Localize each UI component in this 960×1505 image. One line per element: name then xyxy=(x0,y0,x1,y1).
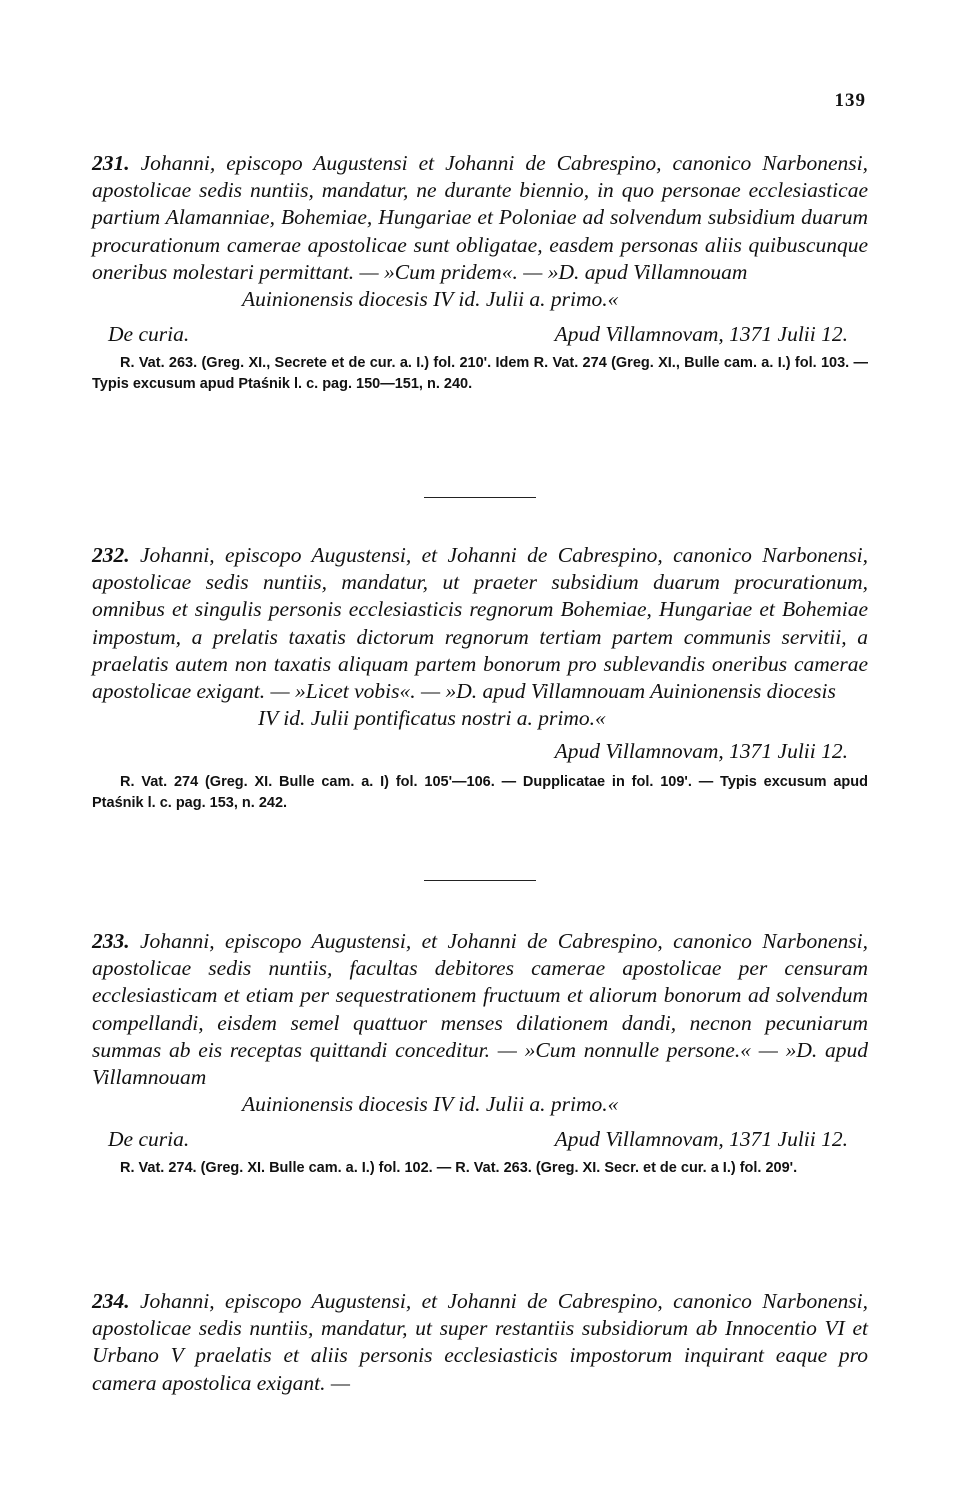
entry-body: Johanni, episcopo Augustensi, et Johanni de Cabrespino, canonico Narbonensi, apostolicae sedis nuntiis, mandatur, ut praeter subsidium duarum procurationum, omnibus et singulis personis ecclesiasticis regnorum Bohemiae, Hungariae et Bohemiae impostum, a prelatis taxatis dictorum regnorum tertiam partem communis servitii, a praelatis autem non taxatis aliquam partem bonorum pro sublevandis oneribus camerae apostolicae exigant. — »Licet vobis«. — »D. apud Villamnouam Auinionensis diocesis xyxy=(92,543,868,704)
entry-number: 231. xyxy=(92,151,130,175)
entry-text xyxy=(92,150,868,286)
entry-body: Johanni, episcopo Augustensi, et Johanni de Cabrespino, canonico Narbonensi, apostolicae sedis nuntiis, mandatur, ut super restantiis subsidiorum ab Innocentio VI et Urbano V praelatis et aliis personis ecclesiasticis impostorum inquirant eaque pro camera apostolica exigant. — xyxy=(92,1289,868,1395)
entry-text xyxy=(92,542,868,705)
entry-body: Johanni, episcopo Augustensi et Johanni de Cabrespino, canonico Narbonensi, apostolicae sedis nuntiis, mandatur, ne durante biennio, in quo personae ecclesiasticae partium Alamanniae, Bohemiae, Hungariae et Poloniae ad solvendum subsidium duarum procurationum camerae apostolicae sunt obligatae, easdem personas aliis quibuscunque oneribus molestari permittant. — »Cum pridem«. — »D. apud Villamnouam xyxy=(92,151,868,284)
entry-body: Johanni, episcopo Augustensi, et Johanni de Cabrespino, canonico Narbonensi, apostolicae sedis nuntiis, facultas debitores camerae apostolicae per censuram ecclesiasticam et etiam per sequestrationem fructuum et aliorum bonorum ad solvendum compellandi, eisdem semel quattuor menses dilationem dandi, necnon pecuniarum summas ab eis receptas quittandi conceditur. — »Cum nonnulle persone.« — »D. apud Villamnouam xyxy=(92,929,868,1090)
entry-number: 233. xyxy=(92,929,130,953)
dateline xyxy=(92,319,868,349)
source-note: R. Vat. 274 (Greg. XI. Bulle cam. a. I) fol. 105'—106. — Dupplicatae in fol. 109'. — Typis excusum apud Ptaśnik l. c. pag. 153, n. 242. xyxy=(92,774,868,812)
dateline-right: Apud Villamnovam, 1371 Julii 12. xyxy=(554,322,848,347)
dateline-left: De curia. xyxy=(108,322,190,347)
entry-closing: Auinionensis diocesis IV id. Julii a. primo.« xyxy=(242,287,619,312)
dateline-left: De curia. xyxy=(108,1127,190,1152)
separator-rule xyxy=(424,497,536,498)
entry-233 xyxy=(92,928,868,1179)
entry-231 xyxy=(92,150,868,395)
source-note: R. Vat. 263. (Greg. XI., Secrete et de cur. a. I.) fol. 210'. Idem R. Vat. 274 (Greg. XI., Bulle cam. a. I.) fol. 103. — Typis excusum apud Ptaśnik l. c. pag. 150—151, n. 240. xyxy=(92,355,868,393)
entry-text xyxy=(92,1288,868,1397)
dateline xyxy=(92,1124,868,1154)
entry-closing: Auinionensis diocesis IV id. Julii a. primo.« xyxy=(242,1092,619,1117)
entry-text xyxy=(92,928,868,1091)
dateline-right: Apud Villamnovam, 1371 Julii 12. xyxy=(554,1127,848,1152)
page-number: 139 xyxy=(834,90,866,111)
entry-234 xyxy=(92,1288,868,1397)
entry-closing: IV id. Julii pontificatus nostri a. primo.« xyxy=(258,706,606,731)
source-note: R. Vat. 274. (Greg. XI. Bulle cam. a. I.) fol. 102. — R. Vat. 263. (Greg. XI. Secr. et de cur. a I.) fol. 209'. xyxy=(120,1160,798,1177)
entry-232 xyxy=(92,542,868,814)
entry-number: 234. xyxy=(92,1289,130,1313)
dateline-right: Apud Villamnovam, 1371 Julii 12. xyxy=(554,739,848,764)
dateline xyxy=(92,736,868,766)
separator-rule xyxy=(424,880,536,881)
entry-number: 232. xyxy=(92,543,130,567)
